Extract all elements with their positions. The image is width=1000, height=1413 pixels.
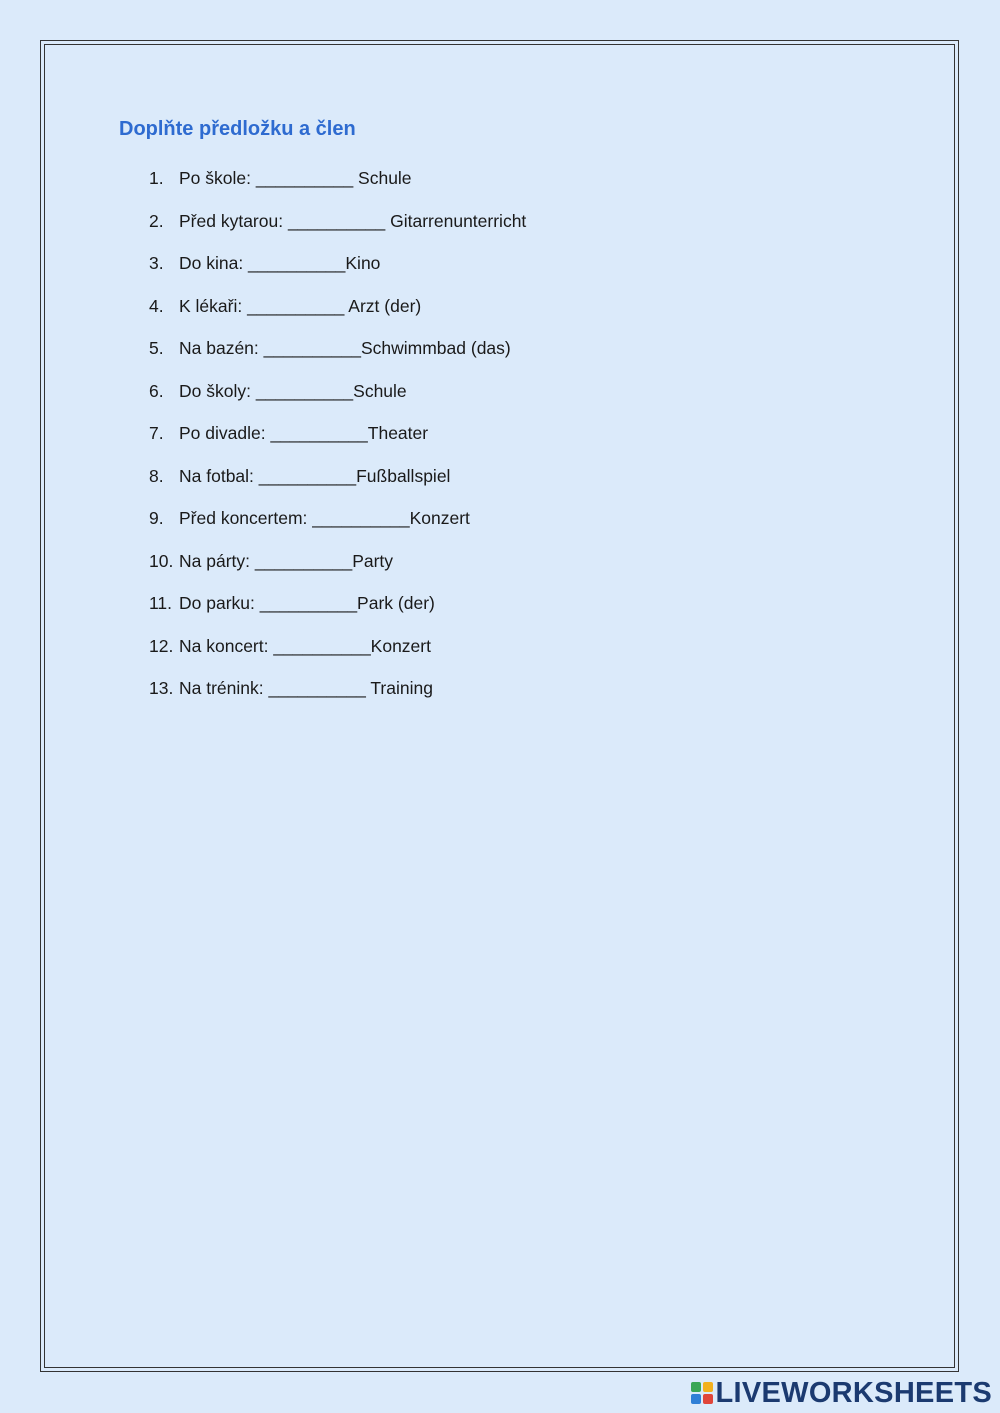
item-text: Na fotbal: __________Fußballspiel [179,465,451,486]
item-number: 2. [149,210,164,231]
item-number: 1. [149,168,164,188]
item-text: K lékaři: __________ Arzt (der) [179,295,422,316]
exercise-item [149,676,526,719]
item-text: Na bazén: __________Schwimmbad (das) [179,338,511,358]
exercise-item [149,209,526,252]
logo-mark-icon [691,1382,713,1404]
logo-square-red [703,1394,713,1404]
exercise-item [149,464,526,507]
item-number: 12. [149,635,174,656]
item-text: Před kytarou: __________ Gitarrenunterricht [179,210,527,231]
logo-square-blue [691,1394,701,1404]
exercise-list [149,166,526,719]
exercise-item [149,379,526,422]
liveworksheets-logo [691,1377,993,1409]
logo-square-yellow [703,1382,713,1392]
exercise-item [149,251,526,294]
item-text: Po divadle: __________Theater [179,423,429,443]
item-number: 6. [149,380,164,401]
logo-square-green [691,1382,701,1392]
item-number: 13. [149,678,174,698]
item-text: Do školy: __________Schule [179,380,407,401]
exercise-item [149,421,526,464]
worksheet-title: Doplňte předložku a člen [119,118,356,140]
item-text: Do kina: __________Kino [179,253,381,273]
item-number: 7. [149,423,164,443]
exercise-item [149,549,526,592]
item-number: 11. [149,593,173,613]
item-text: Na trénink: __________ Training [179,678,433,698]
exercise-item [149,166,526,209]
item-number: 5. [149,338,164,358]
exercise-item [149,591,526,634]
exercise-item [149,634,526,677]
item-number: 8. [149,465,164,486]
item-text: Na koncert: __________Konzert [179,635,431,656]
exercise-item [149,336,526,379]
item-number: 4. [149,295,164,316]
item-number: 10. [149,550,174,571]
item-text: Po škole: __________ Schule [179,168,412,188]
item-text: Před koncertem: __________Konzert [179,508,470,528]
item-number: 9. [149,508,164,528]
item-number: 3. [149,253,164,273]
exercise-item [149,506,526,549]
item-text: Do parku: __________Park (der) [179,593,435,613]
item-text: Na párty: __________Party [179,550,394,571]
logo-text: LIVEWORKSHEETS [715,1377,992,1409]
exercise-item [149,294,526,337]
